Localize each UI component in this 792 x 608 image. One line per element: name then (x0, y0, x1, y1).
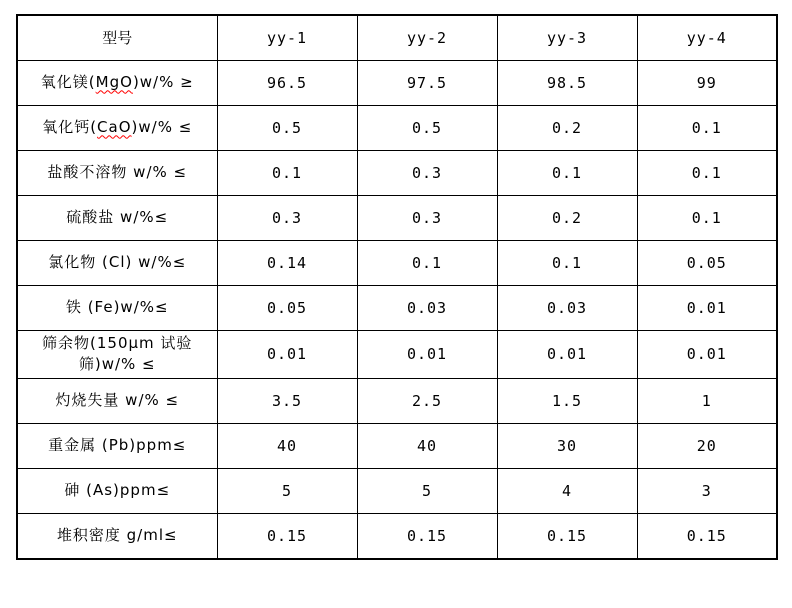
table-row (17, 424, 777, 469)
column-header: yy-4 (637, 15, 777, 60)
table-row (17, 60, 777, 105)
cell-value: 0.01 (217, 330, 357, 379)
cell-value: 99 (637, 60, 777, 105)
cell-value: 0.1 (217, 150, 357, 195)
cell-value: 20 (637, 424, 777, 469)
cell-value: 0.1 (497, 150, 637, 195)
table-row (17, 105, 777, 150)
row-label: 盐酸不溶物 w/% ≤ (17, 150, 217, 195)
cell-value: 0.01 (497, 330, 637, 379)
row-label: 铁 (Fe)w/%≤ (17, 285, 217, 330)
cell-value: 98.5 (497, 60, 637, 105)
row-label: 氧化钙(CaO)w/% ≤ (17, 105, 217, 150)
row-label: 硫酸盐 w/%≤ (17, 195, 217, 240)
cell-value: 0.2 (497, 105, 637, 150)
row-label: 灼烧失量 w/% ≤ (17, 379, 217, 424)
cell-value: 0.14 (217, 240, 357, 285)
spec-table (16, 14, 778, 560)
cell-value: 96.5 (217, 60, 357, 105)
cell-value: 40 (217, 424, 357, 469)
cell-value: 0.15 (497, 514, 637, 559)
row-label: 氧化镁(MgO)w/% ≥ (17, 60, 217, 105)
table-row (17, 514, 777, 559)
column-header: yy-1 (217, 15, 357, 60)
cell-value: 0.15 (217, 514, 357, 559)
cell-value: 4 (497, 469, 637, 514)
cell-value: 5 (357, 469, 497, 514)
cell-value: 0.1 (497, 240, 637, 285)
column-header: yy-3 (497, 15, 637, 60)
column-header: yy-2 (357, 15, 497, 60)
cell-value: 0.2 (497, 195, 637, 240)
cell-value: 0.3 (357, 195, 497, 240)
cell-value: 3 (637, 469, 777, 514)
cell-value: 0.03 (497, 285, 637, 330)
cell-value: 0.5 (217, 105, 357, 150)
cell-value: 0.01 (637, 330, 777, 379)
cell-value: 0.01 (357, 330, 497, 379)
cell-value: 1.5 (497, 379, 637, 424)
header-row (17, 15, 777, 60)
cell-value: 40 (357, 424, 497, 469)
cell-value: 30 (497, 424, 637, 469)
cell-value: 0.1 (637, 150, 777, 195)
cell-value: 0.3 (217, 195, 357, 240)
table-body (17, 60, 777, 559)
row-label: 堆积密度 g/ml≤ (17, 514, 217, 559)
table-row (17, 150, 777, 195)
cell-value: 97.5 (357, 60, 497, 105)
table-row (17, 379, 777, 424)
cell-value: 5 (217, 469, 357, 514)
cell-value: 0.05 (637, 240, 777, 285)
cell-value: 1 (637, 379, 777, 424)
table-row (17, 330, 777, 379)
cell-value: 0.15 (357, 514, 497, 559)
spellcheck-underline: CaO (97, 117, 132, 136)
cell-value: 0.15 (637, 514, 777, 559)
table-row (17, 469, 777, 514)
cell-value: 0.3 (357, 150, 497, 195)
cell-value: 3.5 (217, 379, 357, 424)
cell-value: 0.1 (357, 240, 497, 285)
cell-value: 0.03 (357, 285, 497, 330)
cell-value: 0.1 (637, 105, 777, 150)
spellcheck-underline: MgO (95, 72, 133, 91)
table-row (17, 285, 777, 330)
row-label: 砷 (As)ppm≤ (17, 469, 217, 514)
cell-value: 0.05 (217, 285, 357, 330)
cell-value: 0.01 (637, 285, 777, 330)
row-label: 氯化物 (Cl) w/%≤ (17, 240, 217, 285)
cell-value: 0.5 (357, 105, 497, 150)
cell-value: 2.5 (357, 379, 497, 424)
table-row (17, 195, 777, 240)
cell-value: 0.1 (637, 195, 777, 240)
table-row (17, 240, 777, 285)
row-label: 重金属 (Pb)ppm≤ (17, 424, 217, 469)
model-column-header: 型号 (17, 15, 217, 60)
row-label: 筛余物(150μm 试验筛)w/% ≤ (17, 330, 217, 379)
